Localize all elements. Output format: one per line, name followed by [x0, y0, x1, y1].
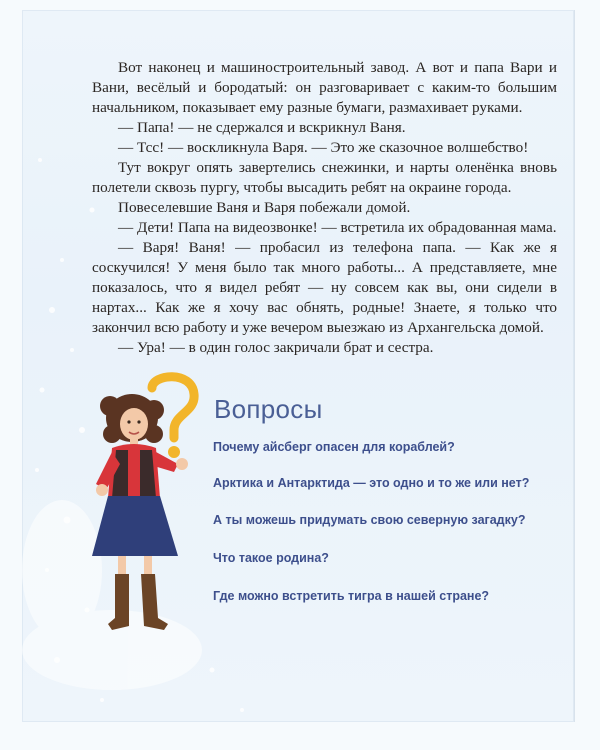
question-item: Что такое родина?: [213, 551, 329, 565]
story-paragraph: — Ура! — в один голос закричали брат и сестра.: [118, 339, 434, 356]
story-paragraph: Повеселевшие Ваня и Варя побежали домой.: [118, 199, 411, 216]
story-paragraph: Тут вокруг опять завертелись снежинки, и нарты оленёнка вновь полетели сквозь пургу, чтобы высадить ребят на окраине города.: [92, 159, 557, 196]
story-paragraph: Вот наконец и машиностроительный завод. А вот и папа Вари и Вани, весёлый и бородатый: он разговаривает с каким-то большим начальником, показывает ему разные бумаги, размахивает руками.: [92, 59, 557, 116]
question-item: Арктика и Антарктида — это одно и то же или нет?: [213, 476, 530, 490]
questions-heading: Вопросы: [214, 394, 323, 424]
girl-illustration: [82, 368, 222, 638]
page-sheet: [22, 10, 575, 722]
question-item: Где можно встретить тигра в нашей стране?: [213, 589, 490, 603]
story-paragraph: — Папа! — не сдержался и вскрикнул Ваня.: [118, 119, 406, 136]
story-paragraph: — Варя! Ваня! — пробасил из телефона папа. — Как же я соскучился! У меня было так много работы... А представляете, мне показалось, что я видел ребят — ну совсем как вы, они сидели в нартах... Как же я хочу вас обнять, родные! Знаете, я только что закончил всю работу и уже вечером выезжаю из Архангельска домой.: [92, 239, 557, 336]
story-text: [92, 58, 557, 358]
question-item: Почему айсберг опасен для кораблей?: [213, 440, 455, 454]
story-paragraph: — Дети! Папа на видеозвонке! — встретила их обрадованная мама.: [118, 219, 557, 236]
story-paragraph: — Тсс! — воскликнула Варя. — Это же сказочное волшебство!: [118, 139, 529, 156]
question-item: А ты можешь придумать свою северную загадку?: [213, 513, 526, 527]
